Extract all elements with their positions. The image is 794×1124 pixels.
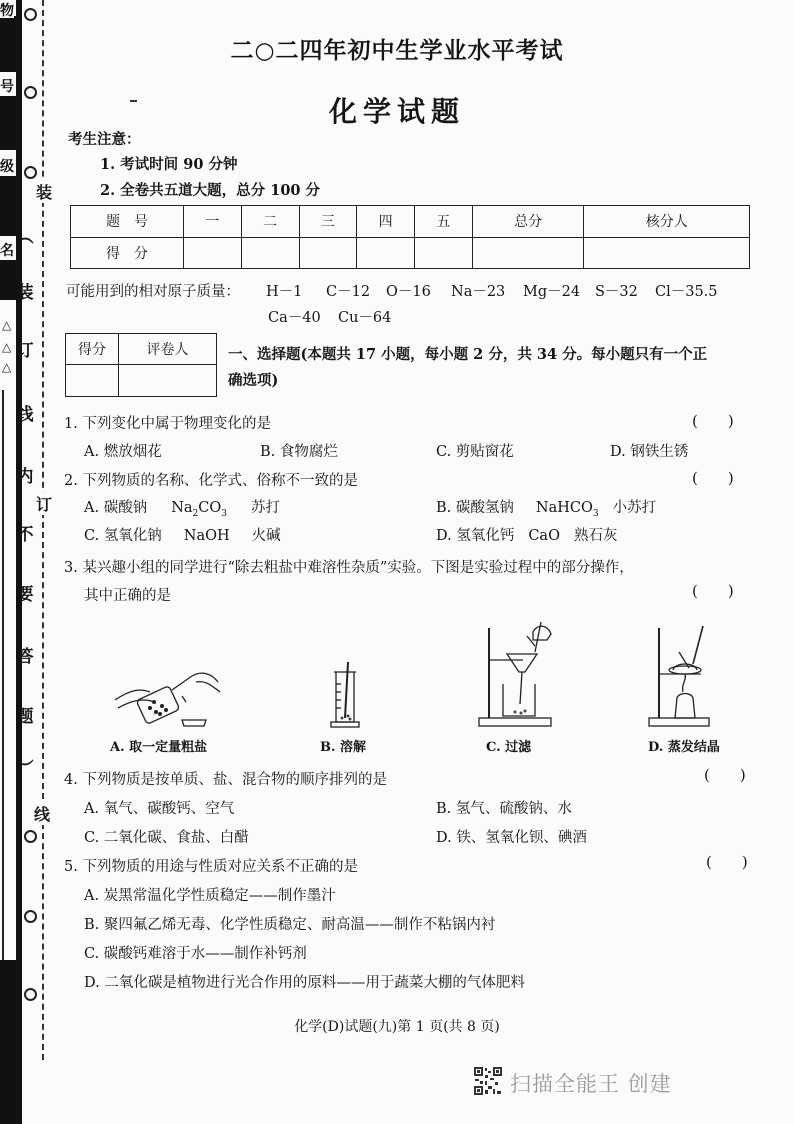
- atomic-mass-item: Cl－35.5: [655, 284, 718, 300]
- option-b[interactable]: B. 氢气、硫酸钠、水: [436, 801, 572, 817]
- binding-word-right: 线: [34, 802, 50, 825]
- atomic-mass-item: O－16: [386, 284, 431, 300]
- common-name: 火碱: [251, 528, 281, 544]
- score-header-cell: 题 号: [71, 206, 184, 238]
- chemical-formula: $Na_2CO_3$: [171, 500, 227, 519]
- triangle-icon: △: [2, 340, 12, 354]
- binding-word: 题: [16, 707, 34, 727]
- option-a[interactable]: A. 氧气、碳酸钙、空气: [84, 801, 235, 817]
- option-d[interactable]: D. 钢铁生锈: [610, 444, 689, 460]
- grader-score-label: 得分: [66, 334, 119, 365]
- binding-word: 订: [16, 341, 34, 361]
- score-header-cell: 四: [357, 206, 415, 238]
- binding-word: 线: [16, 405, 34, 425]
- strip-edge-line: [2, 390, 4, 960]
- triangle-icon: △: [2, 360, 12, 374]
- exam-subject-title: 化学试题: [328, 95, 465, 128]
- binding-hole: [24, 8, 37, 21]
- atomic-mass-item: Na－23: [451, 284, 506, 300]
- question-stem: 5. 下列物质的用途与性质对应关系不正确的是: [64, 859, 358, 875]
- score-header-cell: 核分人: [584, 206, 750, 238]
- strip-label: 级: [0, 159, 14, 175]
- binding-word: 内: [16, 467, 34, 487]
- figure-dissolve[interactable]: [330, 660, 360, 730]
- section-heading: 一、选择题(本题共 17 小题，每小题 2 分，共 34 分。每小题只有一个正: [228, 346, 708, 363]
- binding-paren: ︵: [16, 227, 34, 247]
- question-stem: 2. 下列物质的名称、化学式、俗称不一致的是: [64, 473, 358, 489]
- atomic-mass-label: 可能用到的相对原子质量：: [66, 284, 240, 300]
- score-cell[interactable]: [472, 237, 584, 269]
- page-footer: 化学(D)试题(九)第 1 页(共 8 页): [294, 1019, 500, 1035]
- atomic-mass-item: S－32: [595, 284, 638, 300]
- score-row-label: 得 分: [71, 237, 184, 269]
- score-cell[interactable]: [415, 237, 473, 269]
- binding-hole: [24, 910, 37, 923]
- strip-label: 名: [0, 243, 14, 259]
- chemical-formula: NaOH: [183, 528, 230, 544]
- binding-hole: [24, 830, 37, 843]
- answer-blank[interactable]: ( ): [704, 766, 746, 784]
- score-header-cell: 一: [184, 206, 242, 238]
- notes-item: 2. 全卷共五道大题，总分 100 分: [100, 182, 321, 199]
- score-header-cell: 总分: [472, 206, 584, 238]
- option-a[interactable]: A. 燃放烟花: [84, 444, 162, 460]
- answer-blank[interactable]: ( ): [692, 412, 734, 430]
- option-c[interactable]: C. 剪贴窗花: [436, 444, 514, 460]
- binding-word-right: 订: [36, 492, 52, 515]
- binding-word: 装: [16, 283, 34, 303]
- chemical-formula: CaO: [528, 528, 560, 544]
- option-a[interactable]: A. 炭黑常温化学性质稳定——制作墨汁: [84, 888, 336, 904]
- figure-take-salt[interactable]: [110, 660, 230, 730]
- option-d[interactable]: D. 铁、氢氧化钡、碘酒: [436, 830, 587, 846]
- option-c[interactable]: [84, 524, 281, 545]
- common-name: 小苏打: [612, 500, 657, 516]
- figure-caption: C. 过滤: [486, 740, 532, 755]
- qr-code-icon: [473, 1066, 503, 1096]
- score-cell[interactable]: [184, 237, 242, 269]
- binding-word: 不: [16, 525, 34, 545]
- option-c[interactable]: C. 二氧化碳、食盐、白醋: [84, 830, 249, 846]
- binding-hole: [24, 988, 37, 1001]
- option-c[interactable]: C. 碳酸钙难溶于水——制作补钙剂: [84, 946, 307, 962]
- score-cell[interactable]: [299, 237, 357, 269]
- notes-heading: 考生注意：: [68, 131, 141, 148]
- atomic-mass-item: Ca－40: [268, 310, 321, 326]
- strip-label: 物: [0, 0, 14, 18]
- figure-caption: A. 取一定量粗盐: [110, 740, 208, 755]
- grader-score-cell[interactable]: [66, 365, 119, 397]
- common-name: 苏打: [251, 500, 280, 516]
- figure-caption: D. 蒸发结晶: [648, 740, 720, 755]
- score-table: [70, 205, 750, 269]
- answer-blank[interactable]: ( ): [706, 853, 748, 871]
- exam-title: 二○二四年初中生学业水平考试: [230, 37, 564, 64]
- atomic-mass-item: C－12: [326, 284, 371, 300]
- figure-evaporation[interactable]: [645, 622, 725, 730]
- option-b[interactable]: [436, 496, 656, 519]
- option-name: C. 氢氧化钠: [84, 528, 162, 544]
- figure-caption: B. 溶解: [320, 740, 367, 755]
- option-name: B. 碳酸氢钠: [436, 500, 514, 516]
- figure-filtration[interactable]: [475, 618, 555, 730]
- question-stem: 3. 某兴趣小组的同学进行“除去粗盐中难溶性杂质”实验。下图是实验过程中的部分操作，: [64, 560, 634, 576]
- score-cell[interactable]: [357, 237, 415, 269]
- option-b[interactable]: B. 聚四氟乙烯无毒、化学性质稳定、耐高温——制作不粘锅内衬: [84, 917, 496, 933]
- option-d[interactable]: [436, 524, 617, 545]
- score-cell[interactable]: [584, 237, 750, 269]
- atomic-mass-item: Mg－24: [523, 284, 581, 300]
- option-a[interactable]: [84, 496, 280, 519]
- grader-reviewer-label: 评卷人: [119, 334, 217, 365]
- binding-word: 要: [16, 585, 34, 605]
- binding-word-right: 装: [36, 180, 52, 203]
- score-table-header-row: [71, 206, 750, 238]
- atomic-mass-item: H－1: [266, 284, 303, 300]
- question-stem-cont: 其中正确的是: [84, 588, 171, 604]
- answer-blank[interactable]: ( ): [692, 582, 734, 600]
- binding-dashed-line: [42, 0, 44, 1060]
- scanner-watermark: 扫描全能王 创建: [510, 1072, 672, 1096]
- atomic-mass-item: Cu－64: [338, 310, 392, 326]
- triangle-icon: △: [2, 318, 12, 332]
- option-name: A. 碳酸钠: [84, 500, 148, 516]
- question-stem: 4. 下列物质是按单质、盐、混合物的顺序排列的是: [64, 772, 387, 788]
- binding-paren: ︶: [16, 759, 34, 779]
- chemical-formula: NaHCO$_3$: [535, 500, 599, 519]
- grader-box: [65, 333, 217, 397]
- score-header-cell: 二: [241, 206, 299, 238]
- strip-label: 号: [0, 79, 14, 95]
- notes-item: 1. 考试时间 90 分钟: [100, 156, 238, 173]
- option-d[interactable]: D. 二氧化碳是植物进行光合作用的原料——用于蔬菜大棚的气体肥料: [84, 975, 525, 991]
- score-table-score-row: [71, 237, 750, 269]
- score-header-cell: 三: [299, 206, 357, 238]
- score-header-cell: 五: [415, 206, 473, 238]
- option-name: D. 氢氧化钙: [436, 528, 515, 544]
- section-heading-cont: 确选项): [228, 372, 279, 389]
- binding-word: 答: [16, 647, 34, 667]
- option-b[interactable]: B. 食物腐烂: [260, 444, 338, 460]
- answer-blank[interactable]: ( ): [692, 469, 734, 487]
- common-name: 熟石灰: [573, 528, 618, 544]
- grader-reviewer-cell[interactable]: [119, 365, 217, 397]
- question-stem: 1. 下列变化中属于物理变化的是: [64, 416, 271, 432]
- score-cell[interactable]: [241, 237, 299, 269]
- binding-hole: [24, 166, 37, 179]
